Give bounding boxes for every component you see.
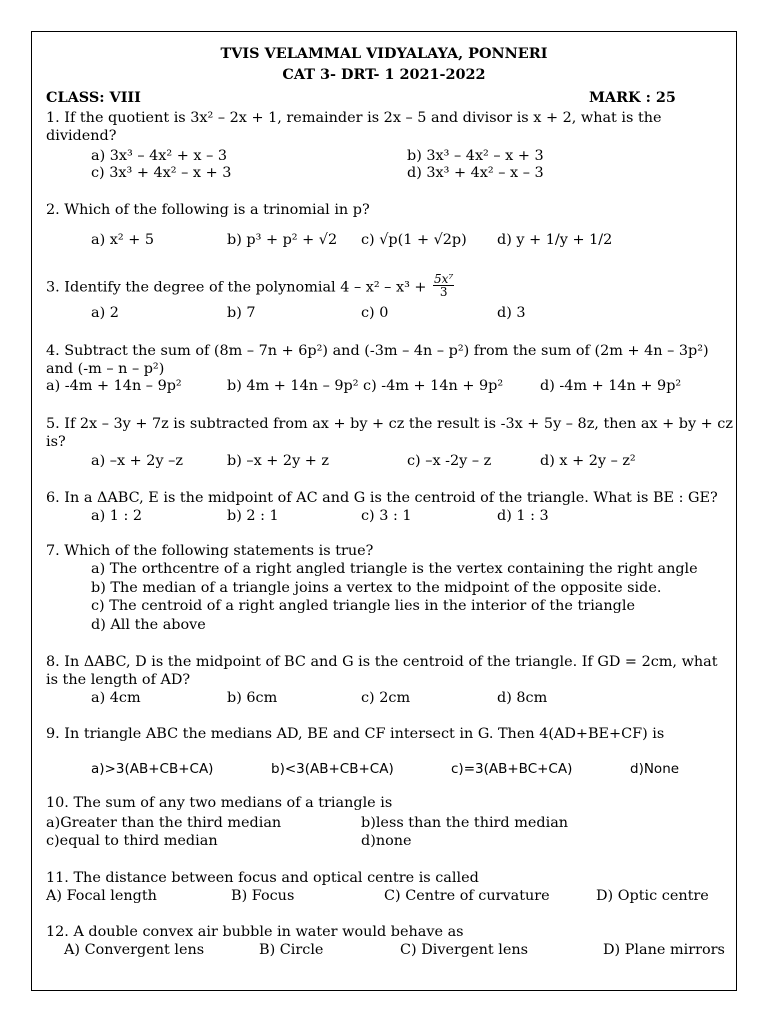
- q5-option-c: c) –x -2y – z: [407, 453, 492, 469]
- q10-option-c: c)equal to third median: [46, 833, 218, 849]
- q9-option-a: a)>3(AB+CB+CA): [91, 761, 214, 777]
- q2-text: 2. Which of the following is a trinomial in p?: [46, 202, 370, 218]
- q7-option-a: a) The orthcentre of a right angled triangle is the vertex containing the right angle: [91, 561, 698, 577]
- q2-option-b: b) p³ + p² + √2: [227, 232, 338, 248]
- q2-option-a: a) x² + 5: [91, 232, 155, 248]
- q1-text-line1: 1. If the quotient is 3x² – 2x + 1, remainder is 2x – 5 and divisor is x + 2, what is the: [46, 110, 662, 126]
- q11-option-a: A) Focal length: [46, 888, 157, 904]
- q4-option-a: a) -4m + 14n – 9p²: [46, 378, 182, 394]
- q4-text-line2: and (-m – n – p²): [46, 361, 165, 377]
- q5-text-line1: 5. If 2x – 3y + 7z is subtracted from ax + by + cz the result is -3x + 5y – 8z, then ax + by + cz: [46, 416, 733, 432]
- q3-text-body: 3. Identify the degree of the polynomial 4 – x² – x³ +: [46, 279, 427, 296]
- q5-text-line2: is?: [46, 434, 66, 450]
- q3-option-c: c) 0: [361, 305, 389, 321]
- q3-fraction: [433, 273, 454, 298]
- q11-option-c: C) Centre of curvature: [384, 888, 550, 904]
- q4-option-b-c: b) 4m + 14n – 9p² c) -4m + 14n + 9p²: [227, 378, 504, 394]
- q4-text-line1: 4. Subtract the sum of (8m – 7n + 6p²) and (-3m – 4n – p²) from the sum of (2m + 4n – 3p²): [46, 343, 709, 359]
- q8-text-line2: is the length of AD?: [46, 672, 191, 688]
- q8-option-d: d) 8cm: [497, 690, 548, 706]
- q9-option-c: c)=3(AB+BC+CA): [451, 761, 573, 777]
- q3-fraction-numerator: 5x⁷: [434, 272, 454, 286]
- q10-text: 10. The sum of any two medians of a triangle is: [46, 795, 393, 811]
- q12-option-d: D) Plane mirrors: [603, 942, 725, 958]
- q1-option-b: b) 3x³ – 4x² – x + 3: [407, 148, 544, 164]
- q7-text: 7. Which of the following statements is true?: [46, 543, 374, 559]
- q12-option-b: B) Circle: [259, 942, 324, 958]
- q2-option-d: d) y + 1/y + 1/2: [497, 232, 613, 248]
- q3-option-a: a) 2: [91, 305, 119, 321]
- q5-option-b: b) –x + 2y + z: [227, 453, 329, 469]
- q12-text: 12. A double convex air bubble in water would behave as: [46, 924, 464, 940]
- q11-option-b: B) Focus: [231, 888, 295, 904]
- q11-text: 11. The distance between focus and optical centre is called: [46, 870, 479, 886]
- q8-option-a: a) 4cm: [91, 690, 141, 706]
- q12-option-c: C) Divergent lens: [400, 942, 528, 958]
- q9-option-b: b)<3(AB+CB+CA): [271, 761, 394, 777]
- q6-text: 6. In a ΔABC, E is the midpoint of AC and G is the centroid of the triangle. What is BE : GE?: [46, 490, 718, 506]
- q1-option-d: d) 3x³ + 4x² – x – 3: [407, 165, 544, 181]
- school-name: TVIS VELAMMAL VIDYALAYA, PONNERI: [220, 45, 548, 62]
- mark-label: MARK : 25: [589, 89, 676, 106]
- q10-option-a: a)Greater than the third median: [46, 815, 282, 831]
- q6-option-c: c) 3 : 1: [361, 508, 412, 524]
- class-label: CLASS: VIII: [46, 89, 141, 106]
- q7-option-b: b) The median of a triangle joins a vertex to the midpoint of the opposite side.: [91, 580, 662, 596]
- q4-option-d: d) -4m + 14n + 9p²: [540, 378, 682, 394]
- exam-title: CAT 3- DRT- 1 2021-2022: [282, 66, 486, 83]
- q6-option-b: b) 2 : 1: [227, 508, 279, 524]
- q3-fraction-denominator: 3: [439, 285, 448, 299]
- q8-option-b: b) 6cm: [227, 690, 278, 706]
- q10-option-b: b)less than the third median: [361, 815, 569, 831]
- q2-option-c: c) √p(1 + √2p): [361, 232, 467, 248]
- q8-text-line1: 8. In ΔABC, D is the midpoint of BC and G is the centroid of the triangle. If GD = 2cm, what: [46, 654, 718, 670]
- q7-option-d: d) All the above: [91, 617, 206, 633]
- q3-text: [46, 272, 456, 300]
- q5-option-a: a) –x + 2y –z: [91, 453, 183, 469]
- q11-option-d: D) Optic centre: [596, 888, 709, 904]
- q3-option-d: d) 3: [497, 305, 526, 321]
- q9-text: 9. In triangle ABC the medians AD, BE and CF intersect in G. Then 4(AD+BE+CF) is: [46, 726, 665, 742]
- question-paper: [31, 31, 737, 991]
- q5-option-d: d) x + 2y – z²: [540, 453, 636, 469]
- q10-option-d: d)none: [361, 833, 412, 849]
- q3-option-b: b) 7: [227, 305, 256, 321]
- q8-option-c: c) 2cm: [361, 690, 411, 706]
- q7-option-c: c) The centroid of a right angled triangle lies in the interior of the triangle: [91, 598, 635, 614]
- q1-option-a: a) 3x³ – 4x² + x – 3: [91, 148, 228, 164]
- q6-option-a: a) 1 : 2: [91, 508, 143, 524]
- q1-option-c: c) 3x³ + 4x² – x + 3: [91, 165, 232, 181]
- q12-option-a: A) Convergent lens: [64, 942, 205, 958]
- q1-text-line2: dividend?: [46, 128, 117, 144]
- q6-option-d: d) 1 : 3: [497, 508, 549, 524]
- q9-option-d: d)None: [630, 761, 680, 777]
